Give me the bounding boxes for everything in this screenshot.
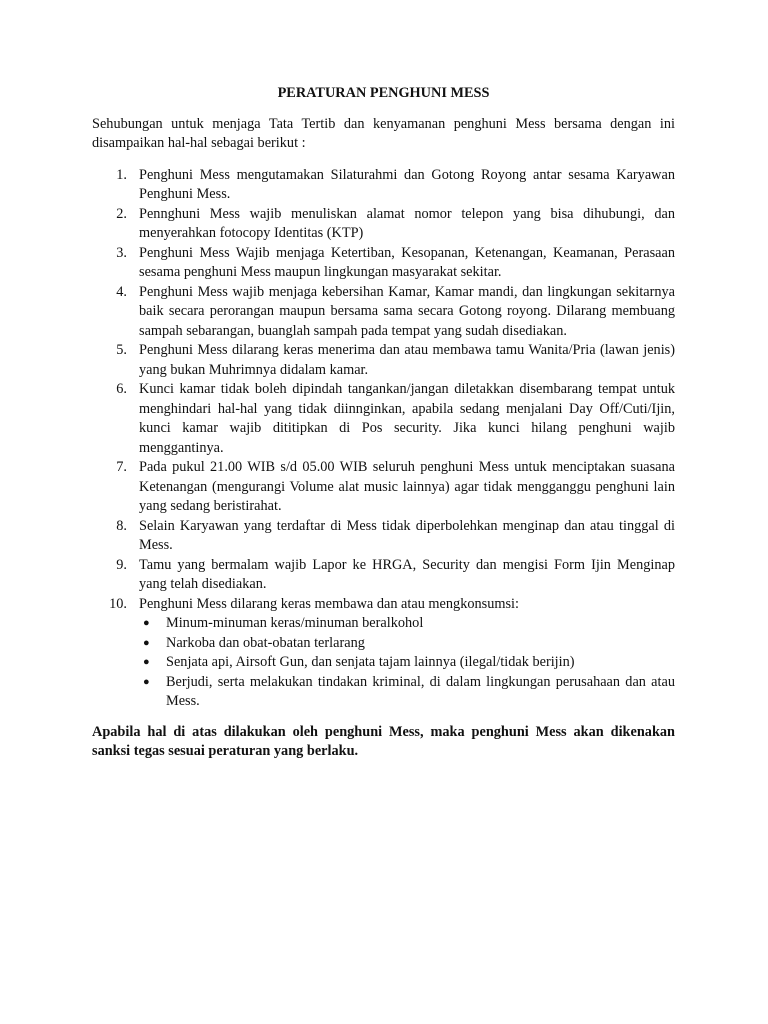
sub-list-item: [139, 634, 675, 654]
document-title: PERATURAN PENGHUNI MESS: [277, 85, 490, 101]
rule-number: 8.: [116, 517, 127, 534]
bullet-icon: ●: [143, 675, 150, 688]
bullet-icon: ●: [143, 636, 150, 649]
rule-text: Tamu yang bermalam wajib Lapor ke HRGA, Security dan mengisi Form Ijin Menginap yang telah disediakan.: [139, 556, 675, 592]
rule-text: Selain Karyawan yang terdaftar di Mess tidak diperbolehkan menginap dan atau tinggal di Mess.: [139, 517, 675, 553]
rule-item: [92, 283, 675, 342]
rule-number: 1.: [116, 166, 127, 183]
rule-text: Penghuni Mess dilarang keras menerima dan atau membawa tamu Wanita/Pria (lawan jenis) yang bukan Muhrimnya didalam kamar.: [139, 342, 675, 378]
bullet-icon: ●: [143, 617, 150, 629]
sub-item-text: Berjudi, serta melakukan tindakan kriminal, di dalam lingkungan perusahaan dan atau Mess.: [166, 673, 675, 709]
rule-text: Pada pukul 21.00 WIB s/d 05.00 WIB seluruh penghuni Mess untuk menciptakan suasana Ketenangan (mengurangi Volume alat music lainnya) agar tidak mengganggu penghuni lain yang sedang beristirahat.: [139, 459, 675, 514]
rule-item: [92, 595, 675, 712]
rule-text: Penghuni Mess dilarang keras membawa dan atau mengkonsumsi:: [139, 595, 519, 612]
rule-item: [92, 205, 675, 244]
rule-item: [92, 556, 675, 595]
sub-list-item: [139, 673, 675, 712]
intro-paragraph: Sehubungan untuk menjaga Tata Tertib dan kenyamanan penghuni Mess bersama dengan ini disampaikan hal-hal sebagai berikut :: [92, 115, 675, 151]
rule-number: 9.: [116, 556, 127, 573]
rule-number: 6.: [116, 381, 127, 397]
rule-number: 10.: [109, 595, 127, 612]
bullet-icon: ●: [143, 656, 150, 668]
rule-text: Kunci kamar tidak boleh dipindah tangankan/jangan diletakkan disembarang tempat untuk menghindari hal-hal yang tidak diinnginkan, apabila sedang menjalani Day Off/Cuti/Ijin, kunci kamar wajib dititipkan di Pos security. Jika kunci hilang penghuni wajib menggantinya.: [139, 381, 675, 456]
rule-item: [92, 380, 675, 458]
rule-text: Penghuni Mess Wajib menjaga Ketertiban, Kesopanan, Ketenangan, Keamanan, Perasaan sesama penghuni Mess maupun lingkungan masyarakat sekitar.: [139, 244, 675, 280]
rule-number: 3.: [116, 244, 127, 261]
document-page: [92, 84, 675, 762]
rule-item: [92, 244, 675, 283]
rule-item: [92, 166, 675, 205]
sub-list-item: [139, 614, 675, 634]
rule-number: 7.: [116, 459, 127, 475]
rule-number: 2.: [116, 205, 127, 222]
rule-number: 5.: [116, 342, 127, 358]
rule-text: Penghuni Mess wajib menjaga kebersihan Kamar, Kamar mandi, dan lingkungan sekitarnya baik secara perorangan maupun bersama sama secara Gotong royong. Dilarang membuang sampah sebarangan, buanglah sampah pada tempat yang sudah disediakan.: [139, 283, 675, 339]
rule-item: [92, 517, 675, 556]
prohibited-items-list: [139, 614, 675, 712]
sub-list-item: [139, 653, 675, 673]
sub-item-text: Narkoba dan obat-obatan terlarang: [166, 634, 365, 651]
closing-statement: Apabila hal di atas dilakukan oleh penghuni Mess, maka penghuni Mess akan dikenakan sanksi tegas sesuai peraturan yang berlaku.: [92, 723, 675, 759]
rule-text: Penghuni Mess mengutamakan Silaturahmi dan Gotong Royong antar sesama Karyawan Penghuni Mess.: [139, 166, 675, 202]
sub-item-text: Senjata api, Airsoft Gun, dan senjata tajam lainnya (ilegal/tidak berijin): [166, 654, 575, 670]
rules-list: [92, 166, 675, 712]
rule-item: [92, 341, 675, 380]
rule-text: Pennghuni Mess wajib menuliskan alamat nomor telepon yang bisa dihubungi, dan menyerahkan fotocopy Identitas (KTP): [139, 205, 675, 241]
rule-item: [92, 458, 675, 517]
sub-item-text: Minum-minuman keras/minuman beralkohol: [166, 615, 424, 631]
rule-number: 4.: [116, 283, 127, 300]
